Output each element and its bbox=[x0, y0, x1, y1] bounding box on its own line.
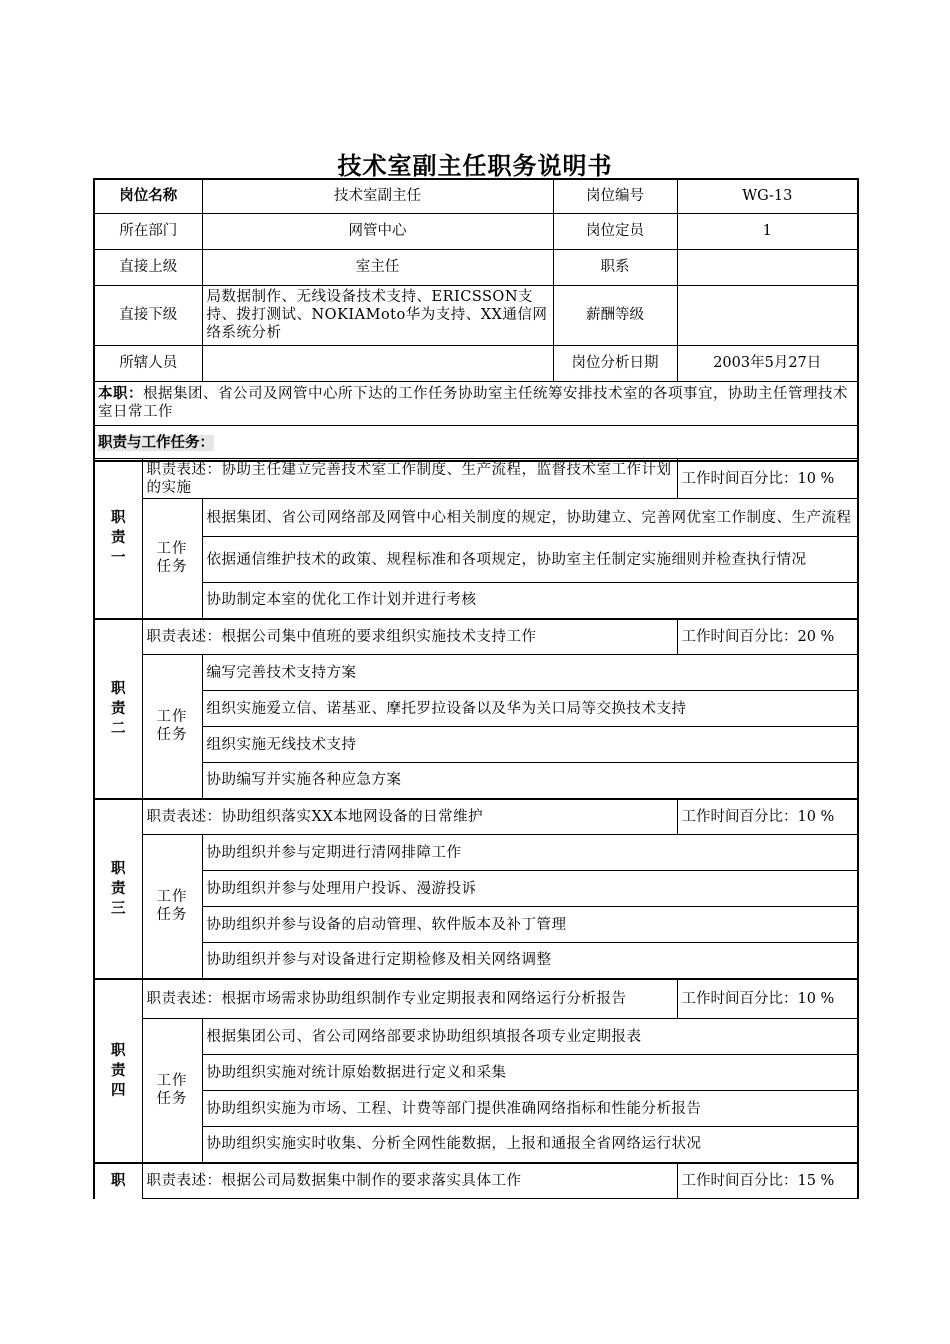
task-group-label-text: 工作任务 bbox=[156, 541, 188, 576]
series-value bbox=[677, 249, 858, 285]
task-row bbox=[94, 763, 858, 799]
task-row bbox=[94, 727, 858, 763]
task-group-label bbox=[142, 499, 202, 619]
subordinate-value: 局数据制作、无线设备技术支持、ERICSSON支持、拨打测试、NOKIAMoto华为支持、XX通信网络系统分析 bbox=[202, 285, 553, 345]
duty-percent: 工作时间百分比：15 % bbox=[677, 1163, 858, 1199]
duty-name-text: 职责四 bbox=[111, 1042, 126, 1099]
position-code-label: 岗位编号 bbox=[553, 179, 677, 213]
analysis-date-label: 岗位分析日期 bbox=[553, 345, 677, 381]
duty-statement-row bbox=[94, 459, 858, 499]
task-row bbox=[94, 1019, 858, 1055]
duty-name bbox=[94, 619, 142, 799]
task-item: 根据集团公司、省公司网络部要求协助组织填报各项专业定期报表 bbox=[202, 1019, 858, 1055]
duty-name-text: 职责一 bbox=[111, 510, 126, 567]
duty-name bbox=[94, 1163, 142, 1199]
salary-value bbox=[677, 285, 858, 345]
task-item: 协助组织并参与处理用户投诉、漫游投诉 bbox=[202, 871, 858, 907]
task-item: 根据集团、省公司网络部及网管中心相关制度的规定，协助建立、完善网优室工作制度、生产流程 bbox=[202, 499, 858, 537]
task-item: 协助编写并实施各种应急方案 bbox=[202, 763, 858, 799]
task-row bbox=[94, 1091, 858, 1127]
department-label: 所在部门 bbox=[94, 213, 202, 249]
page-title: 技术室副主任职务说明书 bbox=[337, 152, 613, 180]
duties-heading: 职责与工作任务： bbox=[98, 434, 214, 451]
duty-statement-row bbox=[94, 619, 858, 655]
salary-label: 薪酬等级 bbox=[553, 285, 677, 345]
duty-name bbox=[94, 459, 142, 619]
duties-heading-cell bbox=[94, 425, 858, 461]
duty-statement: 职责表述：根据市场需求协助组织制作专业定期报表和网络运行分析报告 bbox=[142, 979, 677, 1019]
position-name-value: 技术室副主任 bbox=[202, 179, 553, 213]
task-group-label bbox=[142, 1019, 202, 1163]
superior-value: 室主任 bbox=[202, 249, 553, 285]
duty-statement: 职责表述：根据公司集中值班的要求组织实施技术支持工作 bbox=[142, 619, 677, 655]
analysis-date-value: 2003年5月27日 bbox=[677, 345, 858, 381]
task-group-label-text: 工作任务 bbox=[156, 889, 188, 924]
duty-statement-row bbox=[94, 1163, 858, 1199]
position-code-value: WG-13 bbox=[677, 179, 858, 213]
task-item: 组织实施爱立信、诺基亚、摩托罗拉设备以及华为关口局等交换技术支持 bbox=[202, 691, 858, 727]
task-group-label-text: 工作任务 bbox=[156, 1073, 188, 1108]
task-group-label-text: 工作任务 bbox=[156, 709, 188, 744]
duties-table bbox=[93, 458, 859, 1199]
task-row bbox=[94, 871, 858, 907]
duty-statement-row bbox=[94, 979, 858, 1019]
task-item: 协助组织实施实时收集、分析全网性能数据，上报和通报全省网络运行状况 bbox=[202, 1127, 858, 1163]
task-item: 组织实施无线技术支持 bbox=[202, 727, 858, 763]
duty-statement: 职责表述：协助组织落实XX本地网设备的日常维护 bbox=[142, 799, 677, 835]
headcount-value: 1 bbox=[677, 213, 858, 249]
duty-percent: 工作时间百分比：10 % bbox=[677, 979, 858, 1019]
superior-label: 直接上级 bbox=[94, 249, 202, 285]
summary-cell bbox=[94, 381, 858, 425]
task-item: 协助组织并参与设备的启动管理、软件版本及补丁管理 bbox=[202, 907, 858, 943]
task-group-label bbox=[142, 835, 202, 979]
task-row bbox=[94, 907, 858, 943]
task-row bbox=[94, 691, 858, 727]
duty-name-text: 职 bbox=[111, 1173, 126, 1189]
duty-percent: 工作时间百分比：10 % bbox=[677, 799, 858, 835]
duty-name-text: 职责三 bbox=[111, 860, 126, 917]
task-row bbox=[94, 1127, 858, 1163]
position-name-label: 岗位名称 bbox=[94, 179, 202, 213]
staff-label: 所辖人员 bbox=[94, 345, 202, 381]
task-row bbox=[94, 655, 858, 691]
headcount-label: 岗位定员 bbox=[553, 213, 677, 249]
task-item: 协助组织实施为市场、工程、计费等部门提供准确网络指标和性能分析报告 bbox=[202, 1091, 858, 1127]
task-row bbox=[94, 835, 858, 871]
task-item: 协助制定本室的优化工作计划并进行考核 bbox=[202, 583, 858, 619]
duty-name-text: 职责二 bbox=[111, 680, 126, 737]
series-label: 职系 bbox=[553, 249, 677, 285]
duty-statement: 职责表述：根据公司局数据集中制作的要求落实具体工作 bbox=[142, 1163, 677, 1199]
task-item: 协助组织实施对统计原始数据进行定义和采集 bbox=[202, 1055, 858, 1091]
subordinate-label: 直接下级 bbox=[94, 285, 202, 345]
task-row bbox=[94, 1055, 858, 1091]
duty-name bbox=[94, 979, 142, 1163]
task-row bbox=[94, 499, 858, 537]
duty-percent: 工作时间百分比：10 % bbox=[677, 459, 858, 499]
task-row bbox=[94, 583, 858, 619]
task-row bbox=[94, 943, 858, 979]
duty-name bbox=[94, 799, 142, 979]
task-group-label bbox=[142, 655, 202, 799]
task-item: 协助组织并参与定期进行清网排障工作 bbox=[202, 835, 858, 871]
task-item: 依据通信维护技术的政策、规程标准和各项规定，协助室主任制定实施细则并检查执行情况 bbox=[202, 537, 858, 583]
task-item: 协助组织并参与对设备进行定期检修及相关网络调整 bbox=[202, 943, 858, 979]
task-item: 编写完善技术支持方案 bbox=[202, 655, 858, 691]
duty-statement-row bbox=[94, 799, 858, 835]
department-value: 网管中心 bbox=[202, 213, 553, 249]
duty-percent: 工作时间百分比：20 % bbox=[677, 619, 858, 655]
staff-value bbox=[202, 345, 553, 381]
task-row bbox=[94, 537, 858, 583]
duty-statement: 职责表述：协助主任建立完善技术室工作制度、生产流程，监督技术室工作计划的实施 bbox=[142, 459, 677, 499]
summary-text: 根据集团、省公司及网管中心所下达的工作任务协助室主任统筹安排技术室的各项事宜，协助主任管理技术室日常工作 bbox=[98, 386, 848, 420]
info-table bbox=[93, 178, 859, 462]
summary-label: 本职： bbox=[98, 386, 143, 402]
